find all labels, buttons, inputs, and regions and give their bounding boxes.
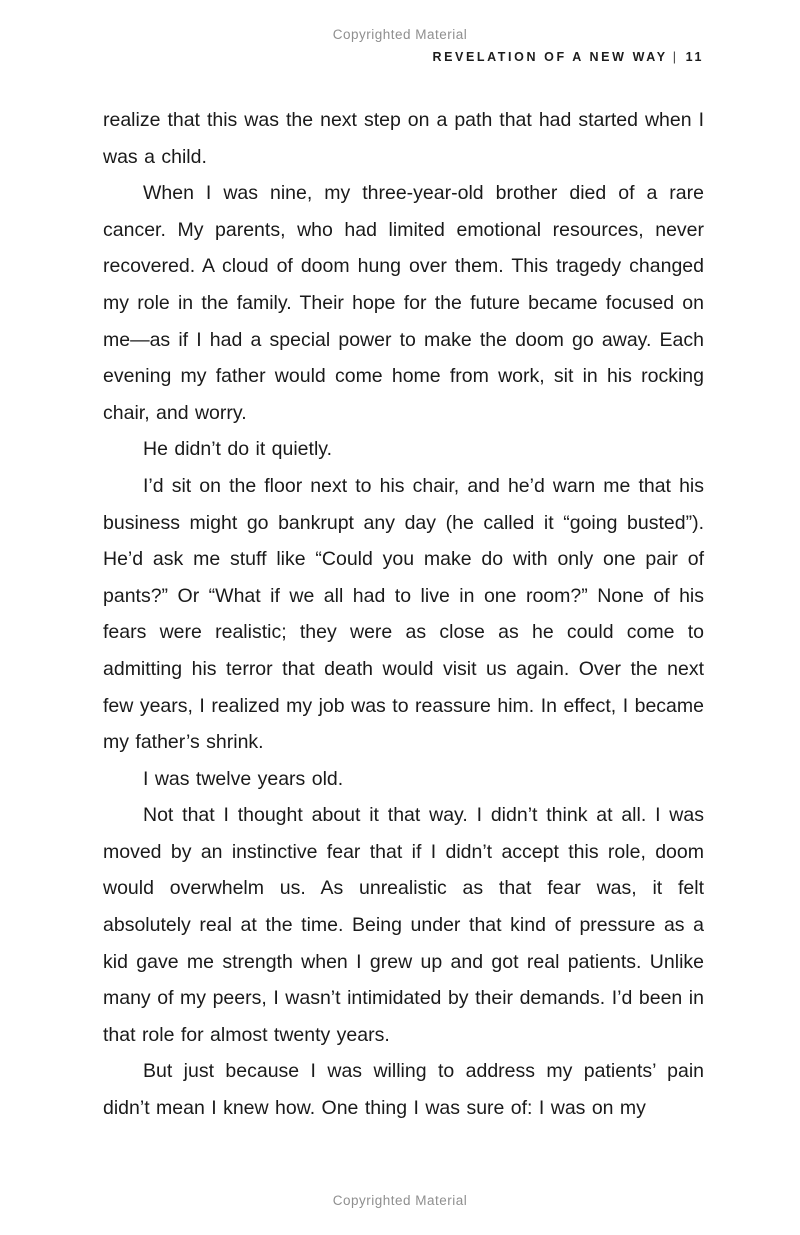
running-head bbox=[103, 50, 704, 64]
paragraph: But just because I was willing to address my patients’ pain didn’t mean I knew how. One thing I was sure of: I was on my bbox=[103, 1060, 704, 1120]
paragraph: He didn’t do it quietly. bbox=[143, 438, 332, 461]
paragraph: Not that I thought about it that way. I didn’t think at all. I was moved by an instinctive fear that if I didn’t accept this role, doom would overwhelm us. As unrealistic as that fear was, it felt absolutely real at the time. Being under that kind of pressure as a kid gave me strength when I grew up and got real patients. Unlike many of my peers, I wasn’t intimidated by their demands. I’d been in that role for almost twenty years. bbox=[103, 804, 704, 1046]
paragraph: When I was nine, my three-year-old brother died of a rare cancer. My parents, who had limited emotional resources, never recovered. A cloud of doom hung over them. This tragedy changed my role in the family. Their hope for the future became focused on me—as if I had a special power to make the doom go away. Each evening my father would come home from work, sit in his rocking chair, and worry. bbox=[103, 182, 704, 424]
paragraph: realize that this was the next step on a path that had started when I was a child. bbox=[103, 109, 704, 168]
body-text bbox=[103, 102, 704, 1127]
running-head-separator: | bbox=[672, 50, 679, 64]
paragraph: I was twelve years old. bbox=[143, 767, 344, 790]
chapter-title: REVELATION OF A NEW WAY bbox=[432, 50, 668, 64]
copyright-notice-bottom: Copyrighted Material bbox=[332, 1193, 468, 1208]
page-number: 11 bbox=[685, 50, 704, 64]
copyright-notice-top: Copyrighted Material bbox=[332, 27, 468, 42]
paragraph: I’d sit on the floor next to his chair, and he’d warn me that his business might go bankrupt any day (he called it “going busted”). He’d ask me stuff like “Could you make do with only one pair of pants?” Or “What if we all had to live in one room?” None of his fears were realistic; they were as close as he could come to admitting his terror that death would visit us again. Over the next few years, I realized my job was to reassure him. In effect, I became my father’s shrink. bbox=[103, 474, 704, 754]
